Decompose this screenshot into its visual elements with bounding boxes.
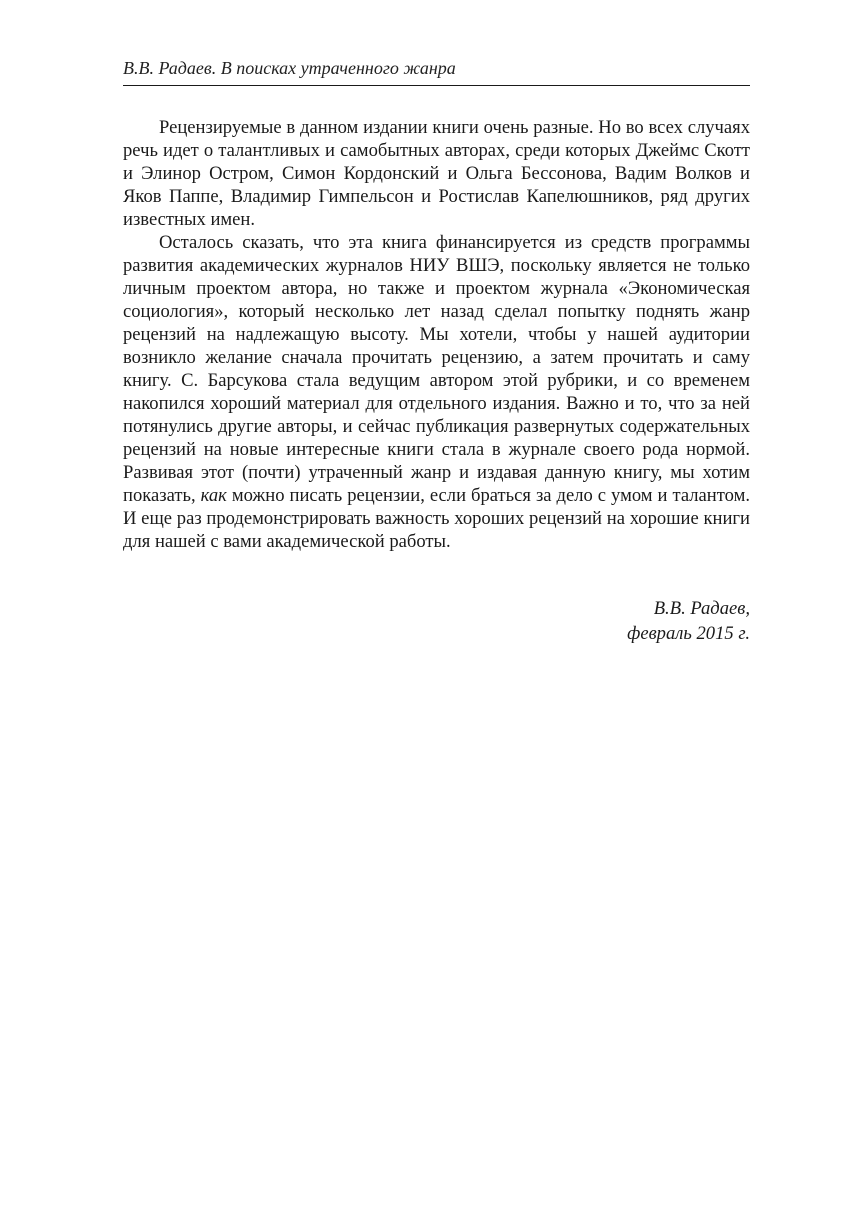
paragraph-2-part-2: можно писать рецензии, если браться за дело с умом и талантом. И еще раз продемонстрировать важность хороших рецензий на хорошие книги для нашей с вами академической работы. — [123, 485, 750, 552]
paragraph-2-part-1: Осталось сказать, что эта книга финансируется из средств программы развития академических журналов НИУ ВШЭ, поскольку является не только личным проектом автора, но также и проектом журнала «Экономическая социология», который несколько лет назад сделал попытку поднять жанр рецензий на надлежащую высоту. Мы хотели, чтобы у нашей аудитории возникло желание сначала прочитать рецензию, а затем прочитать и саму книгу. С. Барсукова стала ведущим автором этой рубрики, и со временем накопился хороший материал для отдельного издания. Важно и то, что за ней потянулись другие авторы, и сейчас публикация развернутых содержательных рецензий на новые интересные книги стала в журнале своего рода нормой. Развивая этот (почти) утраченный жанр и издавая данную книгу, мы хотим показать, — [123, 232, 750, 506]
signature — [350, 596, 750, 646]
header-rule — [123, 85, 750, 86]
paragraph-2-emphasis: как — [200, 485, 227, 506]
signature-author: В.В. Радаев, — [653, 598, 750, 619]
paragraph-2 — [123, 231, 750, 553]
signature-date: февраль 2015 г. — [627, 623, 750, 644]
body-text — [123, 116, 750, 553]
running-head: В.В. Радаев. В поисках утраченного жанра — [123, 58, 456, 78]
paragraph-1: Рецензируемые в данном издании книги очень разные. Но во всех случаях речь идет о талантливых и самобытных авторах, среди которых Джеймс Скотт и Элинор Остром, Симон Кордонский и Ольга Бессонова, Вадим Волков и Яков Паппе, Владимир Гимпельсон и Ростислав Капелюшников, ряд других известных имен. — [123, 117, 750, 230]
